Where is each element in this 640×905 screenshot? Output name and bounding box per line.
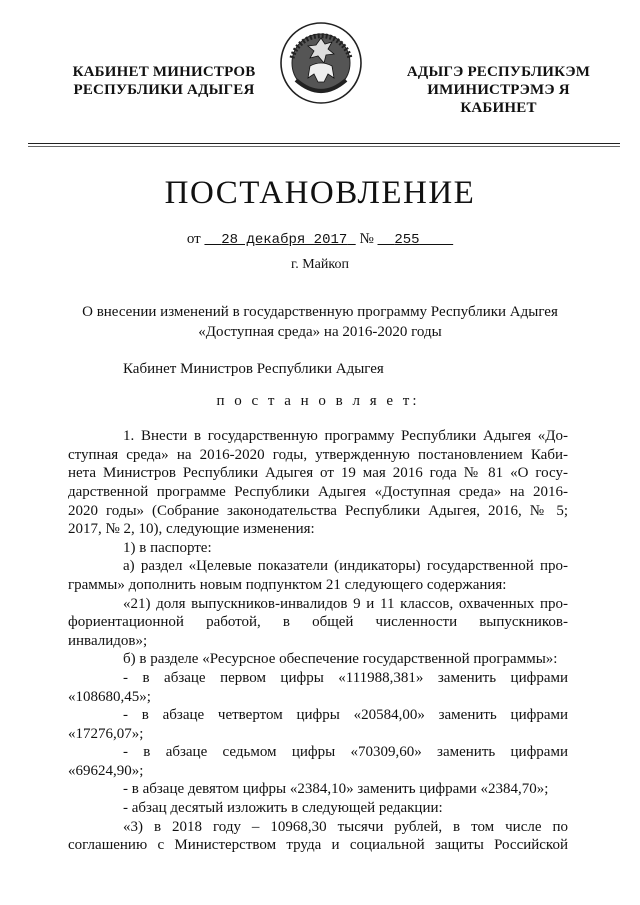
body-line: 2020 годы» (Собрание законодательства Республики Адыгея, 2016, № 5; [68, 502, 568, 519]
body-line: - в абзаце седьмом цифры «70309,60» заменить цифрами [123, 744, 568, 761]
header-left [64, 63, 264, 99]
document-body [68, 360, 568, 855]
body-line: - в абзаце первом цифры «111988,381» заменить цифрами [123, 669, 568, 686]
body-line: граммы» дополнить новым подпунктом 21 следующего содержания: [68, 576, 507, 593]
body-line: дарственной программе Республики Адыгея «Доступная среда» на 2016- [68, 483, 568, 500]
header-right [396, 63, 601, 117]
header-rule-thin [28, 146, 620, 147]
city: г. Майкоп [291, 257, 349, 272]
body-line: - в абзаце четвертом цифры «20584,00» заменить цифрами [123, 707, 568, 724]
header-right-line1: АДЫГЭ РЕСПУБЛИКЭМ [406, 64, 591, 80]
subject-line1: О внесении изменений в государственную программу Республики Адыгея [82, 304, 558, 320]
body-line: 2017, № 2, 10), следующие изменения: [68, 521, 315, 538]
number-label: № [359, 231, 374, 247]
body-line: «69624,90»; [68, 762, 144, 779]
date-value: 28 декабря 2017 [221, 232, 348, 248]
body-line: «3) в 2018 году – 10968,30 тысячи рублей, в том числе по [123, 818, 568, 835]
header-rule-thick [28, 143, 620, 144]
body-line: - в абзаце девятом цифры «2384,10» заменить цифрами «2384,70»; [123, 781, 549, 798]
document-number: 255 [394, 232, 420, 248]
body-line: 1. Внести в государственную программу Республики Адыгея «До- [123, 428, 568, 445]
date-prefix: от [186, 231, 201, 247]
body-line: б) в разделе «Ресурсное обеспечение государственной программы»: [123, 651, 558, 668]
document-title: ПОСТАНОВЛЕНИЕ [164, 175, 476, 211]
body-line: нета Министров Республики Адыгея от 19 мая 2016 года № 81 «О госу- [68, 465, 568, 482]
body-line: ступная среда» на 2016-2020 годы, утвержденную постановлением Каби- [68, 446, 568, 463]
decree-word: п о с т а н о в л я е т: [216, 392, 420, 409]
subject-line2: «Доступная среда» на 2016-2020 годы [198, 324, 442, 340]
body-line: «108680,45»; [68, 688, 151, 705]
body-line: инвалидов»; [68, 632, 148, 649]
header-right-line2: ИМИНИСТРЭМЭ Я КАБИНЕТ [427, 82, 570, 116]
body-line: «21) доля выпускников-инвалидов 9 и 11 классов, охваченных про- [123, 595, 568, 612]
body-line: фориентационной работой, в общей численности выпускников- [68, 614, 568, 631]
body-line: а) раздел «Целевые показатели (индикаторы) государственной про- [123, 558, 568, 575]
body-line: соглашению с Министерством труда и социальной защиты Российской [68, 837, 568, 854]
document-subject [0, 302, 640, 342]
body-line: - абзац десятый изложить в следующей редакции: [123, 800, 443, 817]
header-left-line2: РЕСПУБЛИКИ АДЫГЕЯ [73, 82, 255, 98]
body-line: 1) в паспорте: [123, 539, 212, 556]
intro-line: Кабинет Министров Республики Адыгея [123, 361, 384, 377]
header-left-line1: КАБИНЕТ МИНИСТРОВ [72, 64, 256, 80]
coat-of-arms-emblem [278, 20, 364, 106]
date-number-line [0, 231, 640, 248]
body-line: «17276,07»; [68, 725, 144, 742]
